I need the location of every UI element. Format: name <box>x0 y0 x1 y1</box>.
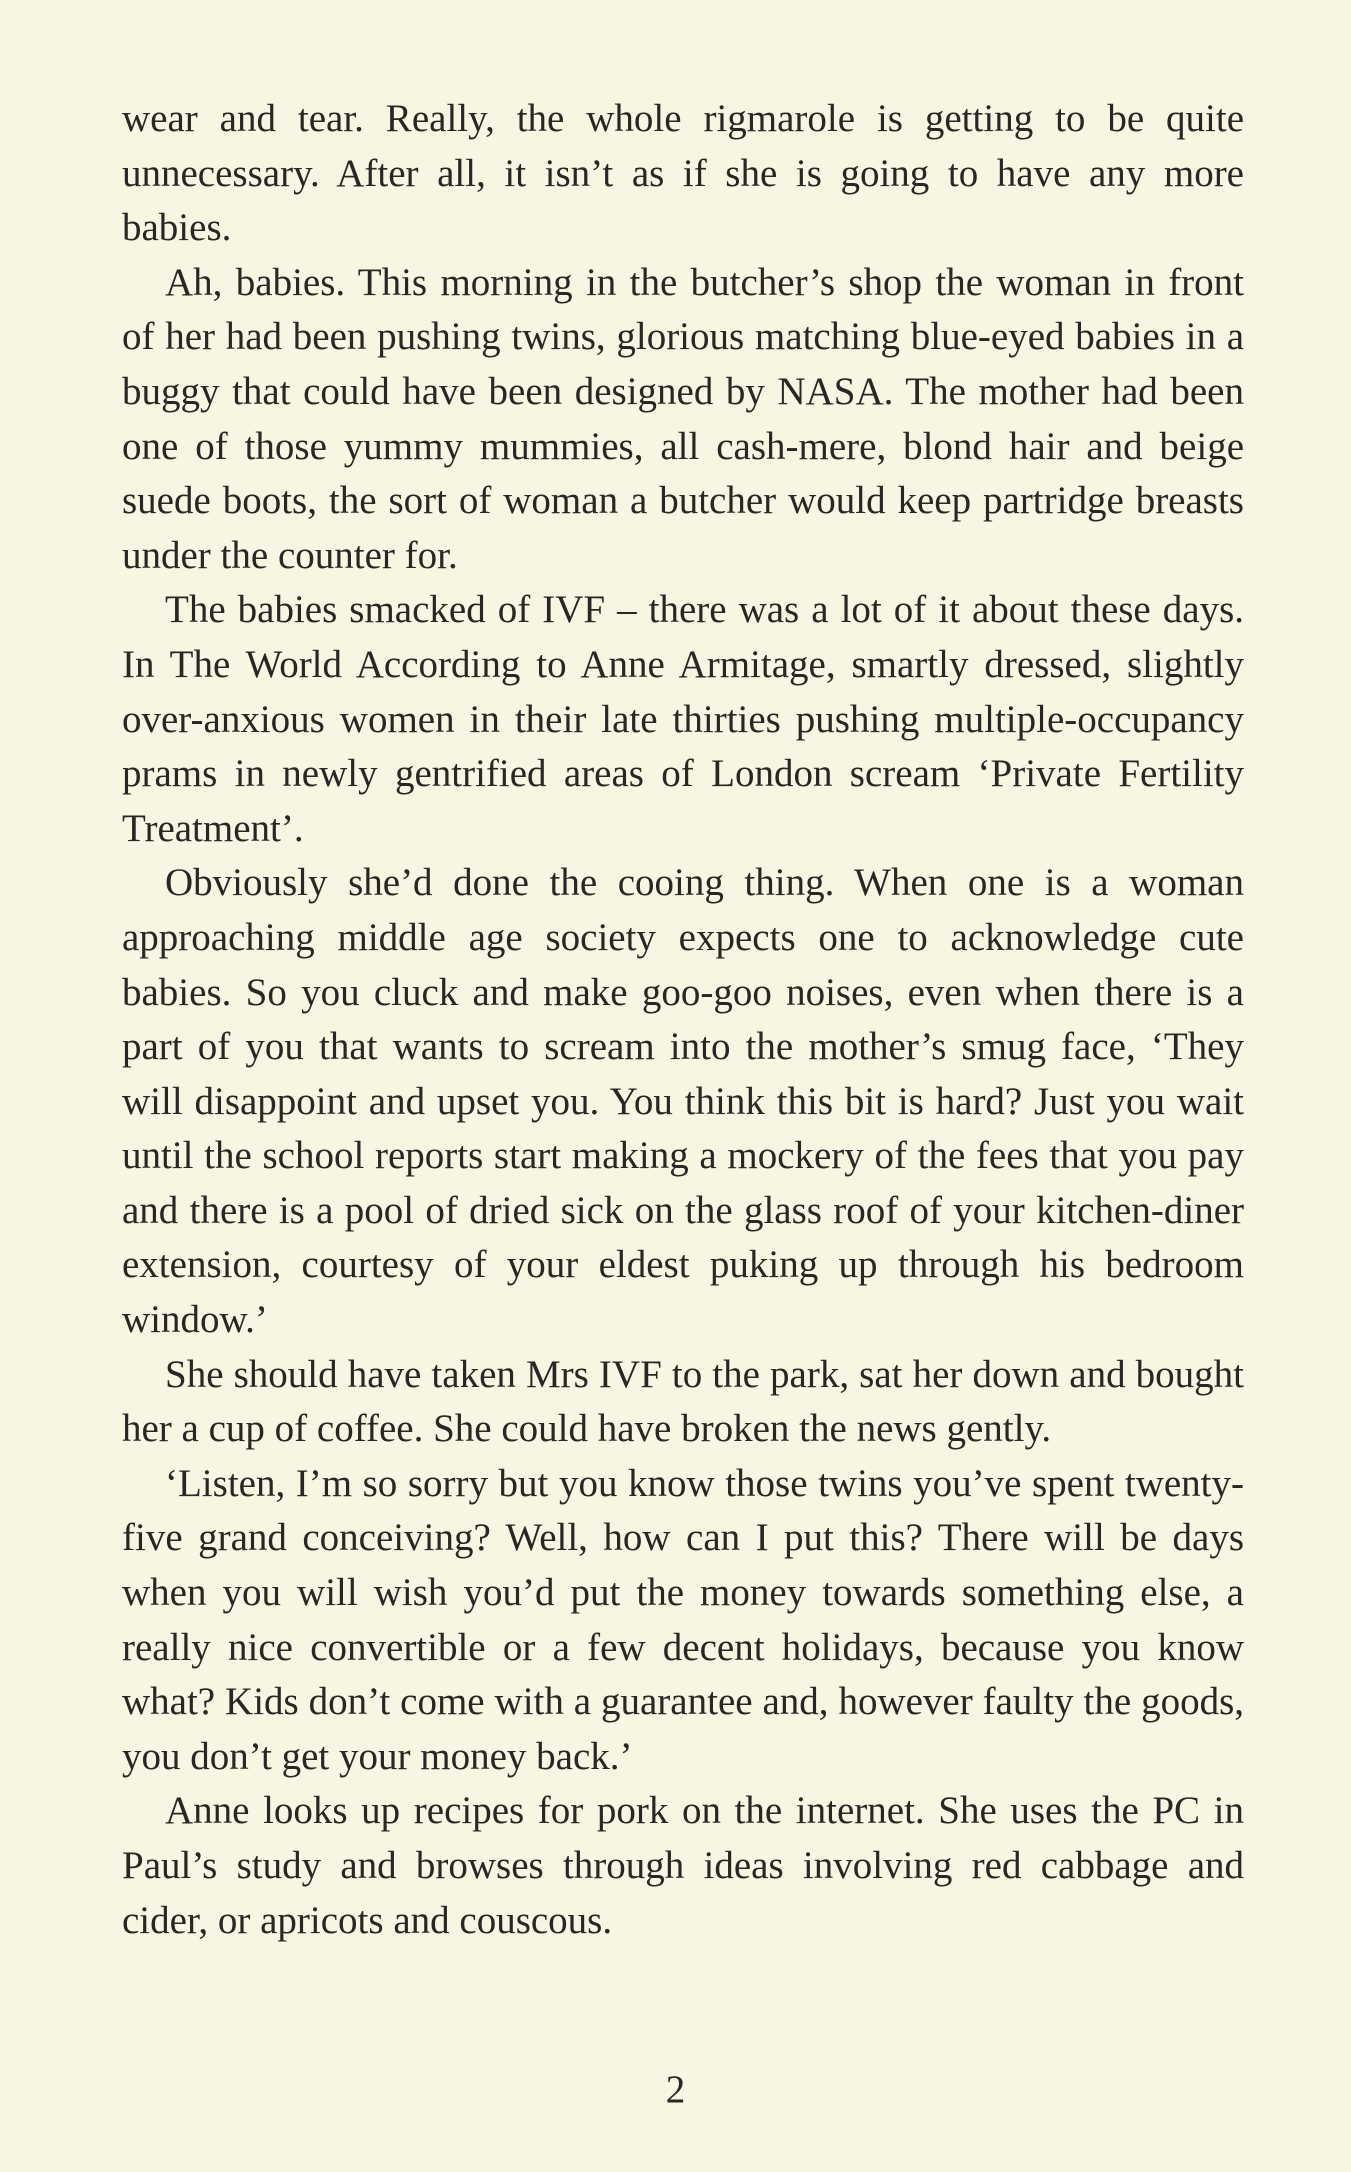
paragraph-ivf: The babies smacked of IVF – there was a lot of it about these days. In The World According to Anne Armitage, smartly dressed, slightly over-anxious women in their late thirties pushing multiple-occupancy prams in newly gentrified areas of London scream ‘Private Fertility Treatment’. <box>122 588 1244 850</box>
paragraph-continued: wear and tear. Really, the whole rigmarole is getting to be quite unnecessary. After all, it isn’t as if she is going to have any more babies. <box>122 97 1244 250</box>
paragraph-babies: Ah, babies. This morning in the butcher’s shop the woman in front of her had been pushing twins, glorious matching blue-eyed babies in a buggy that could have been designed by NASA. The mother had been one of those yummy mummies, all cash-mere, blond hair and beige suede boots, the sort of woman a butcher would keep partridge breasts under the counter for. <box>122 260 1244 577</box>
page-number: 2 <box>665 2068 686 2111</box>
paragraph-recipes: Anne looks up recipes for pork on the internet. She uses the PC in Paul’s study and browses through ideas involving red cabbage and cider, or apricots and couscous. <box>122 1789 1244 1942</box>
paragraph-cooing: Obviously she’d done the cooing thing. When one is a woman approaching middle age society expects one to acknowledge cute babies. So you cluck and make goo-goo noises, even when there is a part of you that wants to scream into the mother’s smug face, ‘They will disappoint and upset you. You think this bit is hard? Just you wait until the school reports start making a mockery of the fees that you pay and there is a pool of dried sick on the glass roof of your kitchen-diner extension, courtesy of your eldest puking up through his bedroom window.’ <box>122 861 1244 1342</box>
paragraph-mrs-ivf: She should have taken Mrs IVF to the park, sat her down and bought her a cup of coffee. She could have broken the news gently. <box>122 1352 1244 1451</box>
page-text <box>122 92 1244 1948</box>
paragraph-listen: ‘Listen, I’m so sorry but you know those twins you’ve spent twenty-five grand conceiving? Well, how can I put this? There will be days when you will wish you’d put the money towards something else, a really nice convertible or a few decent holidays, because you know what? Kids don’t come with a guarantee and, however faulty the goods, you don’t get your money back.’ <box>122 1461 1244 1778</box>
